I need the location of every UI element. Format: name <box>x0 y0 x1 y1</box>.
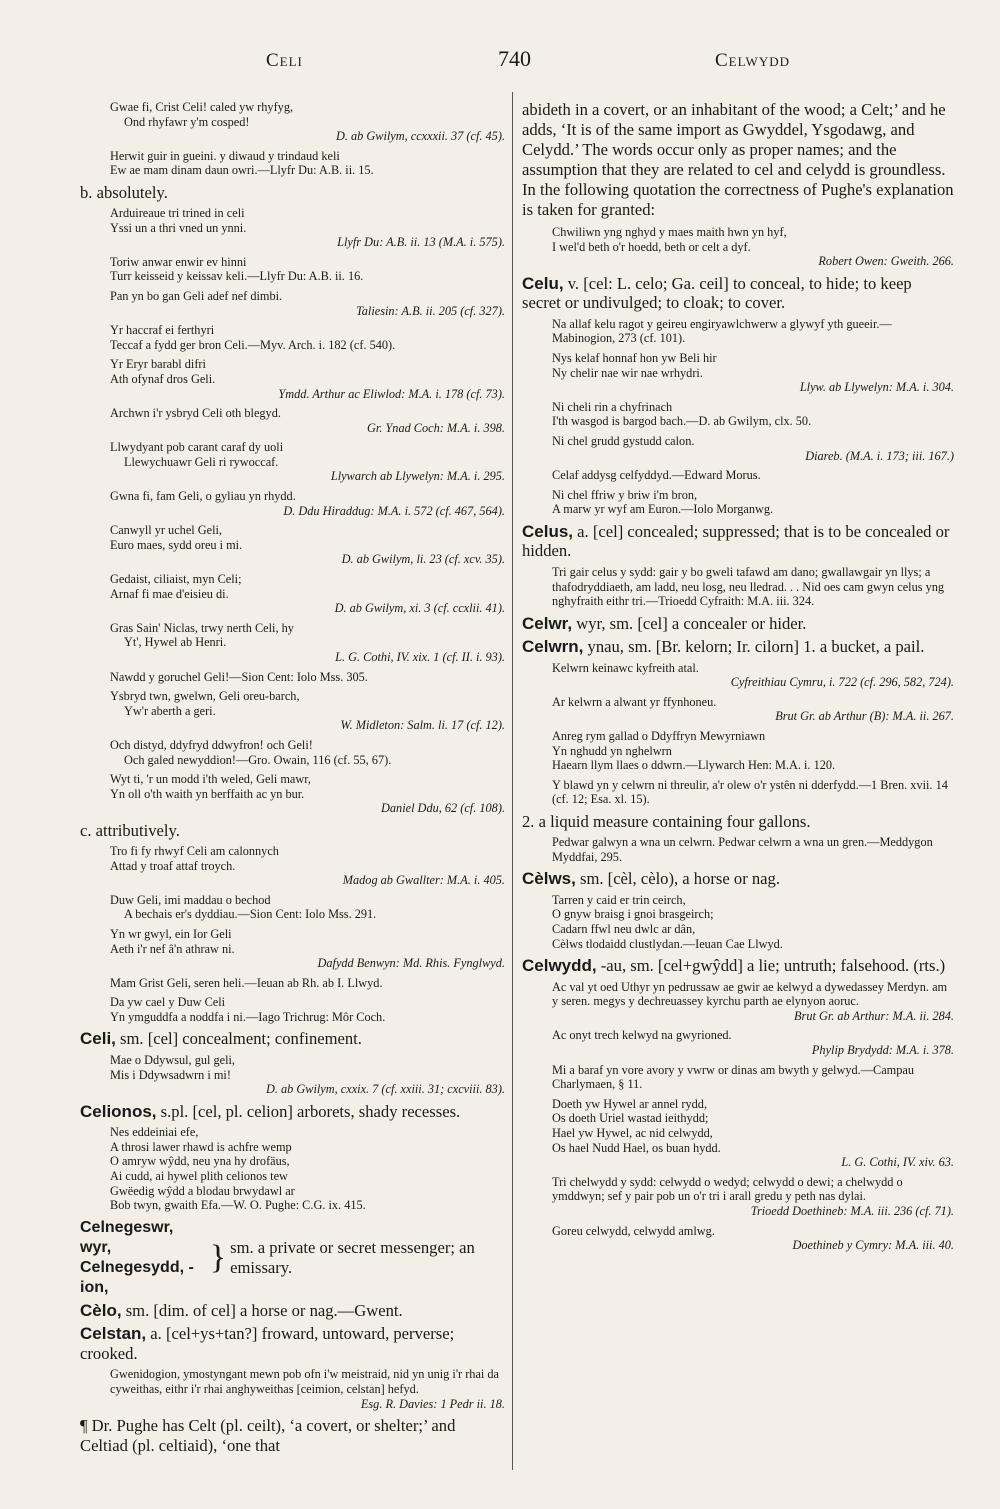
quotation-block <box>110 844 505 888</box>
quote-line: Tri gair celus y sydd: gair y bo gweli tafawd am dano; gwallawgair yn llys; a thafodryddiaeth, am ladd, neu losg, neu lledrad. . . Nid oes cam gwyn celus yng nghyfraith eithr tri.—Trioedd Cyfraith: M.A. iii. 324. <box>552 564 945 609</box>
quotation-block <box>552 1028 954 1057</box>
quote-line: Yssi un a thri vned un ynni. <box>110 220 247 235</box>
quotation-block <box>552 695 954 724</box>
quote-line: Ai cudd, ai hywel plith celionos tew <box>110 1169 288 1184</box>
quotation-block <box>552 1097 954 1170</box>
entry-definition: wyr, sm. [cel] a concealer or hider. <box>572 613 807 633</box>
quote-source: Llyw. ab Llywelyn: M.A. i. 304. <box>799 380 954 395</box>
entry-headword: Celu, <box>522 273 564 293</box>
column-divider <box>512 92 513 1470</box>
quote-line: Haearn llym llaes o ddwrn.—Llywarch Hen: M.A. i. 120. <box>552 758 836 773</box>
quote-line: Toriw anwar enwir ev hinni <box>110 254 247 269</box>
page-header <box>80 44 960 78</box>
quote-line: Doeth yw Hywel ar annel rydd, <box>552 1096 708 1111</box>
quote-line: Na allaf kelu ragot y geireu engiryawlchwerw a glywyf yth gueeir.—Mabinogion, 273 (cf. 101). <box>552 316 892 346</box>
dictionary-entry <box>522 637 954 657</box>
quotation-block <box>552 565 954 609</box>
entry-definition: sm. [dim. of cel] a horse or nag.—Gwent. <box>121 1300 403 1320</box>
quote-line: Kelwrn keinawc kyfreith atal. <box>552 660 699 675</box>
quote-source: Doethineb y Cymry: M.A. iii. 40. <box>792 1238 954 1253</box>
quotation-block <box>110 100 505 144</box>
page-number: 740 <box>498 46 531 71</box>
quotation-block <box>552 225 954 269</box>
quote-line: Bob twyn, gwaith Efa.—W. O. Pughe: C.G. ix. 415. <box>110 1198 366 1213</box>
quote-line: A marw yr wyf am Euron.—Iolo Morganwg. <box>552 502 774 517</box>
quotation-block <box>110 523 505 567</box>
quote-line: Tro fi fy rhwyf Celi am calonnych <box>110 843 279 858</box>
quotation-block <box>110 489 505 518</box>
quotation-block <box>552 400 954 429</box>
quotation-block <box>110 149 505 178</box>
sense-heading: 2. a liquid measure containing four gallons. <box>522 812 811 832</box>
quote-line: Cadarn ffwl neu dwlc ar dân, <box>552 921 696 936</box>
quote-line: Anreg rym gallad o Ddyffryn Mewyrniawn <box>552 729 766 744</box>
entry-headword: Celus, <box>522 521 574 541</box>
quote-line: Mae o Ddywsul, gul geli, <box>110 1052 236 1067</box>
entry-definition: v. [cel: L. celo; Ga. ceil] to conceal, to hide; to keep secret or undivulged; to cloak; to cover. <box>522 273 912 313</box>
quotation-block <box>552 980 954 1024</box>
quote-source: Cyfreithiau Cymru, i. 722 (cf. 296, 582, 724). <box>730 675 954 690</box>
quote-line: Aeth i'r nef â'n athraw ni. <box>110 941 235 956</box>
entry-headwords <box>80 1218 206 1298</box>
quote-line: Os doeth Uriel wastad ieithydd; <box>552 1111 709 1126</box>
quote-line: Ni cheli rin a chyfrinach <box>552 399 673 414</box>
sense-heading: b. absolutely. <box>80 182 168 202</box>
quote-line: Tri chelwydd y sydd: celwydd o wedyd; celwydd o dewi; a chelwydd o ymddwyn; sef y pair pob un o'r tri i arall gredu y peth nas dylai. <box>552 1174 903 1204</box>
entry-headword: Celwydd, <box>522 956 597 976</box>
quote-line: Gras Sain' Niclas, trwy nerth Celi, hy <box>110 620 294 635</box>
dictionary-entry <box>522 869 954 889</box>
quote-line: Nys kelaf honnaf hon yw Beli hir <box>552 350 717 365</box>
quotation-block <box>110 406 505 435</box>
dictionary-entry <box>80 1324 505 1363</box>
left-column <box>80 100 505 1461</box>
quote-source: Madog ab Gwallter: M.A. i. 405. <box>342 873 505 888</box>
quote-line-indented: Llewychuawr Geli ri rywoccaf. <box>124 454 279 469</box>
quotation-block <box>110 440 505 484</box>
quote-line: Llwydyant pob carant caraf dy uoli <box>110 440 284 455</box>
quote-line: Mis i Ddywsadwrn i mi! <box>110 1067 231 1082</box>
quote-line: Ysbryd twn, gwelwn, Geli oreu-barch, <box>110 689 300 704</box>
dictionary-entry <box>80 1301 505 1321</box>
quotation-block <box>552 434 954 463</box>
quote-line: Wyt ti, 'r un modd i'th weled, Geli mawr, <box>110 772 311 787</box>
quote-line: I'th wasgod is bargod bach.—D. ab Gwilym, clx. 50. <box>552 414 812 429</box>
quote-source: Robert Owen: Gweith. 266. <box>818 254 954 269</box>
quote-source: Llyfr Du: A.B. ii. 13 (M.A. i. 575). <box>337 235 505 250</box>
quote-line: Ac onyt trech kelwyd na gwyrioned. <box>552 1028 732 1043</box>
quote-source: Trioedd Doethineb: M.A. iii. 236 (cf. 71). <box>750 1203 954 1218</box>
quote-line: Ew ae mam dinam daun owri.—Llyfr Du: A.B. ii. 15. <box>110 163 374 178</box>
quotation-block <box>110 689 505 733</box>
quote-line: Arnaf fi mae d'eisieu di. <box>110 586 229 601</box>
dictionary-entry <box>522 956 954 976</box>
quote-source: D. ab Gwilym, xi. 3 (cf. ccxlii. 41). <box>334 601 505 616</box>
quote-line: Yn wr gwyl, ein Ior Geli <box>110 926 232 941</box>
dictionary-entry <box>80 1029 505 1049</box>
quotation-block <box>110 289 505 318</box>
quote-line: Ni chel grudd gystudd calon. <box>552 433 695 448</box>
quotation-block <box>110 621 505 665</box>
quote-line: Tarren y caid er trin ceirch, <box>552 892 686 907</box>
quote-source: L. G. Cothi, IV. xix. 1 (cf. II. i. 93). <box>335 650 505 664</box>
quote-source: D. ab Gwilym, ccxxxii. 37 (cf. 45). <box>335 129 505 144</box>
quote-line: Celaf addysg celfyddyd.—Edward Morus. <box>552 468 761 483</box>
quotation-block <box>110 670 505 685</box>
quote-source: Taliesin: A.B. ii. 205 (cf. 327). <box>356 303 505 318</box>
quote-line: Attad y troaf attaf troych. <box>110 858 236 873</box>
entry-definition: a. [cel] concealed; suppressed; that is to be concealed or hidden. <box>522 521 950 561</box>
quote-source: D. Ddu Hiraddug: M.A. i. 572 (cf. 467, 564). <box>283 503 505 518</box>
quote-line: Hael yw Hywel, ac nid celwydd, <box>552 1125 713 1140</box>
quote-source: Daniel Ddu, 62 (cf. 108). <box>381 801 505 816</box>
quote-line: Teccaf a fydd ger bron Celi.—Myv. Arch. i. 182 (cf. 540). <box>110 337 396 352</box>
quote-line-indented: Och galed newyddion!—Gro. Owain, 116 (cf. 55, 67). <box>124 752 392 767</box>
quote-line: Yr haccraf ei ferthyri <box>110 323 215 338</box>
quote-line: Nawdd y goruchel Geli!—Sion Cent: Iolo Mss. 305. <box>110 669 368 684</box>
quote-line: Och distyd, ddyfryd ddwyfron! och Geli! <box>110 737 313 752</box>
quote-source: Gr. Ynad Coch: M.A. i. 398. <box>367 420 505 435</box>
quotation-block <box>552 661 954 690</box>
quotation-block <box>552 351 954 395</box>
quotation-block <box>110 927 505 971</box>
quotation-block <box>110 323 505 352</box>
quote-line: Da yw cael y Duw Celi <box>110 995 226 1010</box>
quote-line: Nes eddeiniai efe, <box>110 1125 199 1140</box>
quotation-block <box>110 357 505 401</box>
quotation-block <box>552 468 954 483</box>
entry-definition: sm. [cèl, cèlo), a horse or nag. <box>575 869 780 889</box>
dictionary-entry <box>522 522 954 561</box>
prose-paragraph: abideth in a covert, or an inhabitant of the wood; a Celt;’ and he adds, ‘It is of the same import as Gwyddel, Ysgodawg, and Celydd.’ The words occur only as proper names; and the assumption that they are related to cel and celydd is groundless. In the following quotation the correctness of Pughe's explanation is taken for granted: <box>522 100 954 219</box>
entry-headword: Celstan, <box>80 1324 147 1344</box>
quote-line: Os hael Nudd Hael, os buan hydd. <box>552 1140 721 1155</box>
quote-line: Gwna fi, fam Geli, o gyliau yn rhydd. <box>110 489 296 504</box>
quote-line: O gnyw braisg i gnoi brasgeirch; <box>552 907 714 922</box>
quote-line: O amryw wŷdd, neu yna hy drofäus, <box>110 1154 290 1169</box>
quote-line: Goreu celwydd, celwydd amlwg. <box>552 1223 715 1238</box>
quotation-block <box>110 995 505 1024</box>
entry-definition: ynau, sm. [Br. kelorn; Ir. cilorn] 1. a bucket, a pail. <box>583 637 925 657</box>
quote-source: Esg. R. Davies: 1 Pedr ii. 18. <box>360 1396 505 1411</box>
quote-line: Pedwar galwyn a wna un celwrn. Pedwar celwrn a wna un gren.—Meddygon Myddfai, 295. <box>552 835 933 864</box>
quote-line: Pan yn bo gan Geli adef nef dimbi. <box>110 288 283 303</box>
quote-source: D. ab Gwilym, cxxix. 7 (cf. xxiii. 31; cxcviii. 83). <box>265 1082 505 1097</box>
quotation-block <box>552 488 954 517</box>
quotation-block <box>552 778 954 807</box>
entry-definition: -au, sm. [cel+gwŷdd] a lie; untruth; falsehood. (rts.) <box>596 956 946 976</box>
quote-line: Arduireaue tri trined in celi <box>110 205 245 220</box>
quote-line: Gedaist, ciliaist, myn Celi; <box>110 572 242 587</box>
quote-source: D. ab Gwilym, li. 23 (cf. xcv. 35). <box>341 552 505 567</box>
quote-source: L. G. Cothi, IV. xiv. 63. <box>841 1155 954 1170</box>
quote-line: I wel'd beth o'r hoedd, beth or celt a dyf. <box>552 239 751 254</box>
quote-line: Turr keisseid y keissav keli.—Llyfr Du: A.B. ii. 16. <box>110 269 364 284</box>
brace-glyph: } <box>209 1238 227 1276</box>
quote-line: Yr Eryr barabl difri <box>110 357 206 372</box>
quote-line: Yn oll o'th waith yn berffaith ac yn bur. <box>110 786 305 801</box>
entry-headword: Celionos, <box>80 1101 157 1121</box>
quote-line: Ar kelwrn a alwant yr ffynhoneu. <box>552 694 717 709</box>
quotation-block <box>552 1175 954 1219</box>
quotation-block <box>552 729 954 773</box>
quote-source: Dafydd Benwyn: Md. Rhis. Fynglwyd. <box>317 956 505 971</box>
quote-line: A throsi lawer rhawd is achfre wemp <box>110 1139 292 1154</box>
quote-line: Ac val yt oed Uthyr yn pedrussaw ae gwir ae kelwyd a dywedassey Merdyn. am y seren. megys y dechreuassey kyrchu parth ae elynyon aoruc. <box>552 979 948 1009</box>
quotation-block <box>110 738 505 767</box>
quotation-block <box>110 976 505 991</box>
quotation-block <box>110 1053 505 1097</box>
quotation-block <box>552 1063 954 1092</box>
header-left-word: Celi <box>266 50 303 71</box>
quote-line: Ni chel ffriw y briw i'm bron, <box>552 487 698 502</box>
quote-line: Gwae fi, Crist Celi! caled yw rhyfyg, <box>110 100 294 114</box>
quotation-block <box>110 255 505 284</box>
quote-line-indented: Yw'r aberth a geri. <box>124 703 216 718</box>
quote-line: Archwn i'r ysbryd Celi oth blegyd. <box>110 406 281 421</box>
quotation-block <box>110 1125 505 1213</box>
quote-line-indented: Yt', Hywel ab Henri. <box>124 635 227 650</box>
combined-entry <box>80 1218 505 1298</box>
dictionary-entry <box>522 614 954 634</box>
quote-line-indented: Ond rhyfawr y'm cosped! <box>124 114 250 129</box>
quote-source: Phylip Brydydd: M.A. i. 378. <box>811 1042 954 1057</box>
quote-line: Ny chelir nae wir nae wrhydri. <box>552 365 703 380</box>
quotation-block <box>110 572 505 616</box>
quote-line: Y blawd yn y celwrn ni threulir, a'r olew o'r ystên ni dderfydd.—1 Bren. xvii. 14 (cf. 12; Esa. xl. 15). <box>552 777 948 807</box>
quote-line: Herwit guir in gueini. y diwaud y trindaud keli <box>110 148 340 163</box>
entry-headword: Cèlws, <box>522 869 576 889</box>
quote-line: Euro maes, sydd oreu i mi. <box>110 537 243 552</box>
entry-definition: sm. [cel] concealment; confinement. <box>115 1029 362 1049</box>
quotation-block <box>110 206 505 250</box>
quote-line: Ath ofynaf dros Geli. <box>110 371 216 386</box>
prose-paragraph: ¶ Dr. Pughe has Celt (pl. ceilt), ‘a covert, or shelter;’ and Celtiad (pl. celtiaid), ‘one that <box>80 1416 456 1456</box>
quote-source: Llywarch ab Llywelyn: M.A. i. 295. <box>330 469 505 484</box>
quote-source: Diareb. (M.A. i. 173; iii. 167.) <box>805 448 954 463</box>
right-column <box>522 100 954 1258</box>
quote-line: Canwyll yr uchel Geli, <box>110 523 223 538</box>
quote-line: Gwenidogion, ymostyngant mewn pob ofn i'w meistraid, nid yn unig i'r rhai da cyweithas, eithr i'r rhai anghyweithas [ceimion, celstan] hefyd. <box>110 1367 499 1396</box>
quotation-block <box>110 1367 505 1411</box>
entry-headword: Celnegesydd, -ion, <box>80 1258 194 1296</box>
quotation-block <box>552 893 954 951</box>
entry-definition: s.pl. [cel, pl. celion] arborets, shady recesses. <box>156 1101 461 1121</box>
quote-line: Chwiliwn yng nghyd y maes maith hwn yn hyf, <box>552 225 787 239</box>
entry-definition: sm. a private or secret messenger; an emissary. <box>230 1237 475 1277</box>
dictionary-entry <box>522 274 954 313</box>
quotation-block <box>552 835 954 864</box>
quote-line: Cèlws tlodaidd clustlydan.—Ieuan Cae Llwyd. <box>552 936 783 951</box>
header-right-word: Celwydd <box>714 50 790 71</box>
quotation-block <box>552 317 954 346</box>
entry-headword: Celwrn, <box>522 637 584 657</box>
entry-headword: Celi, <box>80 1029 116 1049</box>
quotation-block <box>552 1224 954 1253</box>
quote-source: W. Midleton: Salm. li. 17 (cf. 12). <box>340 718 505 733</box>
quote-line: Yn nghudd yn nghelwrn <box>552 743 672 758</box>
quote-source: Brut Gr. ab Arthur (B): M.A. ii. 267. <box>775 709 954 724</box>
quote-source: Ymdd. Arthur ac Eliwlod: M.A. i. 178 (cf. 73). <box>278 386 505 401</box>
sense-heading: c. attributively. <box>80 820 180 840</box>
quote-line: Yn ymguddfa a noddfa i ni.—Iago Trichrug: Môr Coch. <box>110 1009 386 1024</box>
entry-headword: Celwr, <box>522 613 573 633</box>
quote-line: Gwëedig wŷdd a blodau brwydawl ar <box>110 1183 295 1198</box>
quote-line: Duw Geli, imi maddau o bechod <box>110 892 271 907</box>
dictionary-entry <box>80 1102 505 1122</box>
quotation-block <box>110 893 505 922</box>
quote-line-indented: A bechais er's dyddiau.—Sion Cent: Iolo Mss. 291. <box>124 907 377 922</box>
entry-headword: Celnegeswr, wyr, <box>80 1218 174 1256</box>
entry-definition: a. [cel+ys+tan?] froward, untoward, perverse; crooked. <box>80 1324 455 1363</box>
quote-source: Brut Gr. ab Arthur: M.A. ii. 284. <box>794 1008 954 1023</box>
entry-headword: Cèlo, <box>80 1300 122 1320</box>
quote-line: Mam Grist Geli, seren heli.—Ieuan ab Rh. ab I. Llwyd. <box>110 975 383 990</box>
quotation-block <box>110 772 505 816</box>
quote-line: Mi a baraf yn vore avory y vwrw or dinas am bwyth y gelwyd.—Campau Charlymaen, § 11. <box>552 1062 914 1092</box>
